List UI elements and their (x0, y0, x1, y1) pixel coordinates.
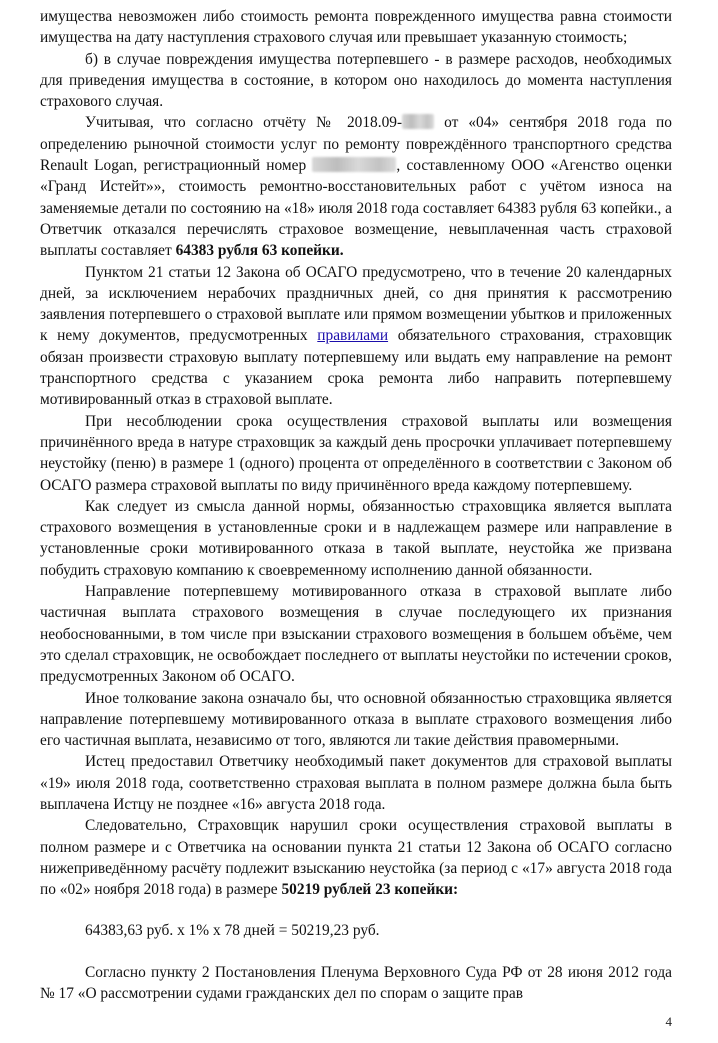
rules-link[interactable]: правилами (317, 327, 389, 345)
paragraph-5-text: При несоблюдении срока осуществления страховой выплаты или возмещения причинённого вреда в натуре страховщик за каждый день просрочки уплачивает потерпевшему неустойку (пеню) в размере 1 (одного) процента от определённого в соответствии с Законом об ОСАГО размера страховой выплаты по виду причинённого вреда каждому потерпевшему. (40, 412, 672, 494)
paragraph-5 (40, 411, 672, 496)
paragraph-11 (40, 962, 672, 1005)
paragraph-1 (40, 6, 672, 49)
penalty-formula-text: 64383,63 руб. х 1% х 78 дней = 50219,23 руб. (85, 922, 380, 940)
redacted-report-number (402, 114, 434, 129)
redacted-registration-number (312, 157, 396, 172)
paragraph-3-text-b: от «04» сентября 2018 года по определению рыночной стоимости услуг по ремонту повреждённого транспортного средства Renault Logan, регистрационный номер (40, 114, 672, 175)
paragraph-7-text: Направление потерпевшему мотивированного отказа в страховой выплате либо частичная выплата страхового возмещения в случае последующего их признания необоснованными, в том числе при взыскании страхового возмещения в большем объёме, чем это сделал страховщик, не освобождает последнего от выплаты неустойки по истечении сроков, предусмотренных Законом об ОСАГО. (40, 583, 672, 686)
paragraph-6-text: Как следует из смысла данной нормы, обязанностью страховщика является выплата страхового возмещения в установленные сроки и в надлежащем размере или направление в установленные сроки мотивированного отказа в такой выплате, неустойка же призвана побудить страховую компанию к своевременному исполнению данной обязанности. (40, 497, 672, 579)
penalty-amount-bold: 50219 рублей 23 копейки: (281, 881, 459, 899)
paragraph-8-text: Иное толкование закона означало бы, что основной обязанностью страховщика является направление потерпевшему мотивированного отказа в выплате страхового возмещения либо его частичная выплата, независимо от того, являются ли такие действия правомерными. (40, 689, 672, 750)
document-page (40, 6, 672, 1004)
paragraph-10-text: Следовательно, Страховщик нарушил сроки осуществления страховой выплаты в полном размере и с Ответчика на основании пункта 21 статьи 12 Закона об ОСАГО согласно нижеприведённому расчёту подлежит взысканию неустойка (за период с «17» августа 2018 года по «02» ноября 2018 года) в размере (40, 817, 672, 899)
paragraph-1-text: имущества невозможен либо стоимость ремонта поврежденного имущества равна стоимости имущества на дату наступления страхового случая или превышает указанную стоимость; (40, 8, 672, 47)
paragraph-6 (40, 496, 672, 581)
paragraph-3-text-a: Учитывая, что согласно отчёту № 2018.09- (85, 114, 403, 132)
paragraph-9 (40, 751, 672, 815)
paragraph-7 (40, 581, 672, 687)
paragraph-4 (40, 262, 672, 411)
paragraph-3-text-c: , составленному ООО «Агенство оценки «Гранд Истейт»», стоимость ремонтно-восстановительных работ с учётом износа на заменяемые детали по состоянию на «18» июля 2018 года составляет 64383 рубля 63 копейки., а Ответчик отказался перечислять страховое возмещение, невыплаченная часть страховой выплаты составляет (40, 157, 672, 260)
paragraph-3 (40, 112, 672, 261)
paragraph-11-text: Согласно пункту 2 Постановления Пленума Верховного Суда РФ от 28 июня 2012 года № 17 «О рассмотрении судами гражданских дел по спорам о защите прав (40, 963, 672, 1003)
unpaid-amount-bold: 64383 рубля 63 копейки. (175, 242, 344, 260)
paragraph-10 (40, 815, 672, 900)
paragraph-9-text: Истец предоставил Ответчику необходимый пакет документов для страховой выплаты «19» июля 2018 года, соответственно страховая выплата в полном размере должна была быть выплачена Истцу не позднее «16» августа 2018 года. (40, 753, 672, 813)
paragraph-8 (40, 688, 672, 752)
page-number: 4 (665, 1014, 672, 1029)
paragraph-2 (40, 49, 672, 113)
paragraph-4-text-b: обязательного страхования, страховщик обязан произвести страховую выплату потерпевшему или выдать ему направление на ремонт транспортного средства с указанием срока ремонта либо направить потерпевшему мотивированный отказ в страховой выплате. (40, 327, 672, 409)
paragraph-4-text-a: Пунктом 21 статьи 12 Закона об ОСАГО предусмотрено, что в течение 20 календарных дней, за исключением нерабочих праздничных дней, со дня принятия к рассмотрению заявления потерпевшего о страховой выплате или прямом возмещении убытков и приложенных к нему документов, предусмотренных (40, 263, 672, 345)
paragraph-2-text: б) в случае повреждения имущества потерпевшего - в размере расходов, необходимых для приведения имущества в состояние, в котором оно находилось до момента наступления страхового случая. (40, 50, 672, 111)
penalty-formula (40, 920, 672, 941)
